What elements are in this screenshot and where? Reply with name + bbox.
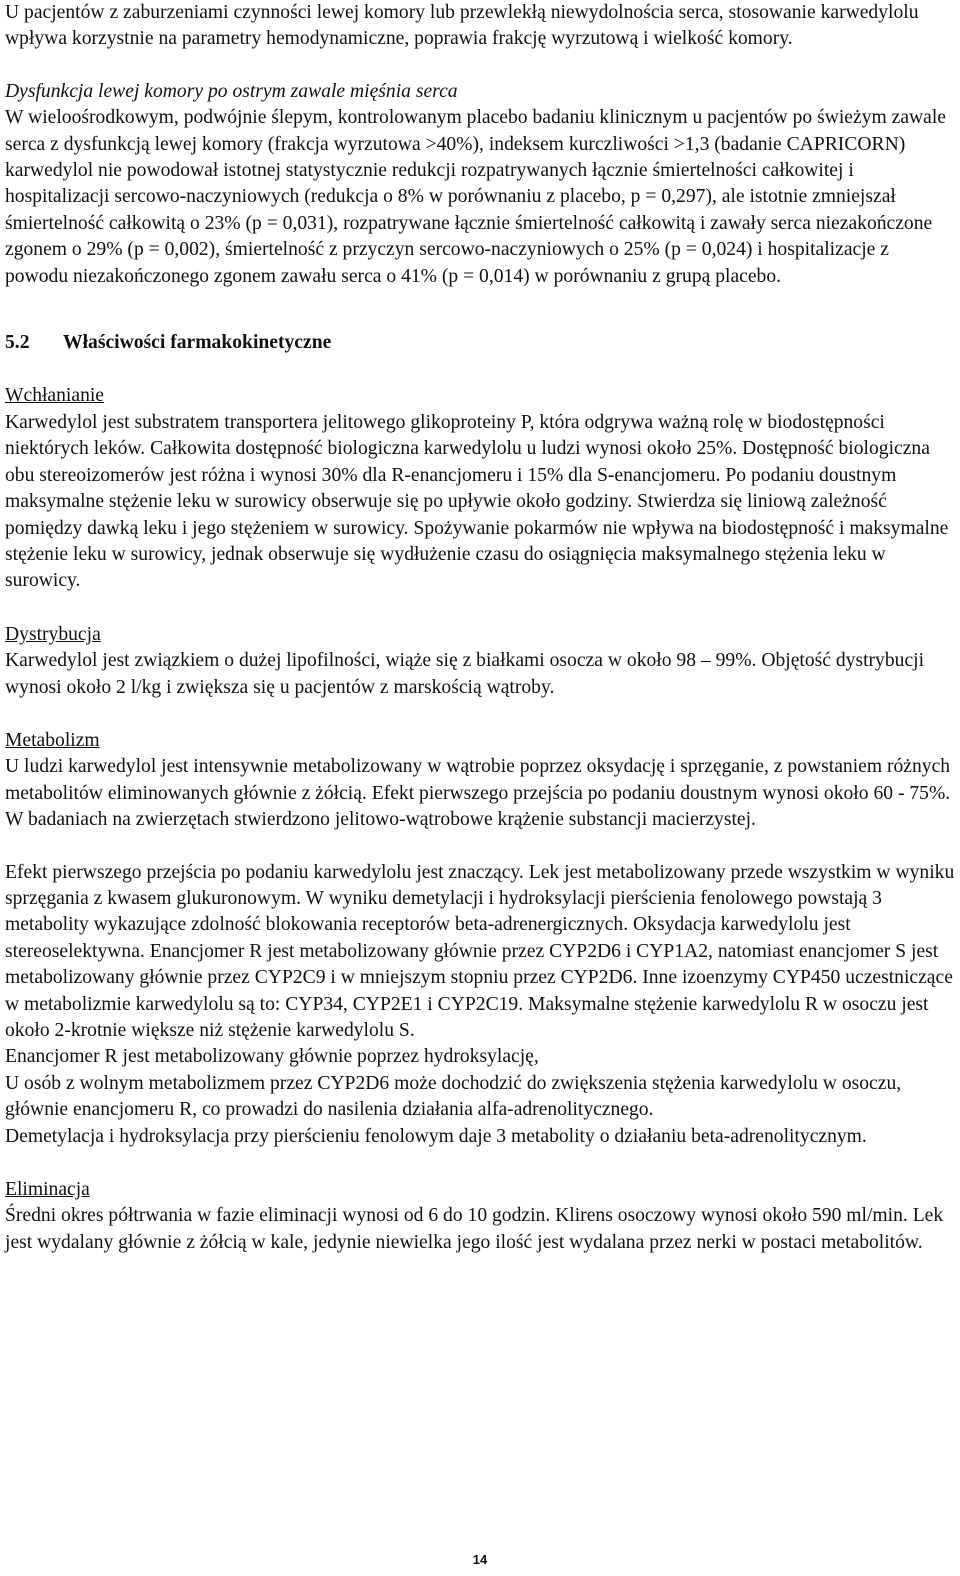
distribution-paragraph: Karwedylol jest związkiem o dużej lipofilności, wiąże się z białkami osocza w około 98 – 99%. Objętość dystrybucji wynosi około 2 l/kg i zwiększa się u pacjentów z marskością wątroby. xyxy=(5,650,925,698)
metabolism-heading: Metabolizm xyxy=(5,729,100,751)
section-title: Właściwości farmakokinetyczne xyxy=(63,332,332,354)
metabolism-paragraph-2: Efekt pierwszego przejścia po podaniu karwedylolu jest znaczący. Lek jest metabolizowany przede wszystkim w wyniku sprzęgania z kwasem glukuronowym. W wyniku demetylacji i hydroksylacji pierścienia fenolowego powstają 3 metabolity wykazujące zdolność blokowania receptorów beta-adrenergicznych. Oksydacja karwedylolu jest stereoselektywna. Enancjomer R jest metabolizowany głównie przez CYP2D6 i CYP1A2, natomiast enancjomer S jest metabolizowany głównie przez CYP2C9 i w mniejszym stopniu przez CYP2D6. Inne izoenzymy CYP450 uczestniczące w metabolizmie karwedylolu są to: CYP34, CYP2E1 i CYP2C19. Maksymalne stężenie karwedylolu R w osoczu jest około 2-krotnie większe niż stężenie karwedylolu S. xyxy=(5,861,955,1041)
metabolism-paragraph-5: Demetylacja i hydroksylacja przy pierścieniu fenolowym daje 3 metabolity o działaniu beta-adrenolitycznym. xyxy=(5,1125,867,1147)
metabolism-paragraph-4: U osób z wolnym metabolizmem przez CYP2D6 może dochodzić do zwiększenia stężenia karwedylolu w osoczu, głównie enancjomeru R, co prowadzi do nasilenia działania alfa-adrenolitycznego. xyxy=(5,1072,902,1121)
intro-paragraph: U pacjentów z zaburzeniami czynności lewej komory lub przewlekłą niewydolnościa serca, stosowanie karwedylolu wpływa korzystnie na parametry hemodynamiczne, poprawia frakcję wyrzutową i wielkość komory. xyxy=(5,2,919,50)
elimination-heading: Eliminacja xyxy=(5,1179,90,1201)
distribution-heading: Dystrybucja xyxy=(5,623,101,645)
dysfunction-heading: Dysfunkcja lewej komory po ostrym zawale mięśnia serca xyxy=(5,80,458,102)
elimination-paragraph: Średni okres półtrwania w fazie eliminacji wynosi od 6 do 10 godzin. Klirens osoczowy wynosi około 590 ml/min. Lek jest wydalany głównie z żółcią w kale, jedynie niewielka jego ilość jest wydalana przez nerki w postaci metabolitów. xyxy=(5,1205,944,1253)
dysfunction-paragraph: W wieloośrodkowym, podwójnie ślepym, kontrolowanym placebo badaniu klinicznym u pacjentów po świeżym zawale serca z dysfunkcją lewej komory (frakcja wyrzutowa >40%), indeksem kurczliwości >1,3 (badanie CAPRICORN) karwedylol nie powodował istotnej statystycznie redukcji rozpatrywanych łącznie śmiertelności całkowitej i hospitalizacji sercowo-naczyniowych (redukcja o 8% w porównaniu z placebo, p = 0,297), ale istotnie zmniejszał śmiertelność całkowitą o 23% (p = 0,031), rozpatrywane łącznie śmiertelność całkowitą i zawały serca niezakończone zgonem o 29% (p = 0,002), śmiertelność z przyczyn sercowo-naczyniowych o 25% (p = 0,024) i hospitalizacje z powodu niezakończonego zgonem zawału serca o 41% (p = 0,014) w porównaniu z grupą placebo. xyxy=(5,107,947,287)
metabolism-paragraph-3: Enancjomer R jest metabolizowany głównie poprzez hydroksylację, xyxy=(5,1046,539,1068)
metabolism-paragraph-1: U ludzi karwedylol jest intensywnie metabolizowany w wątrobie poprzez oksydację i sprzęganie, z powstaniem różnych metabolitów eliminowanych głównie z żółcią. Efekt pierwszego przejścia po podaniu doustnym wynosi około 60 - 75%. W badaniach na zwierzętach stwierdzono jelitowo-wątrobowe krążenie substancji macierzystej. xyxy=(5,756,951,831)
absorption-heading: Wchłanianie xyxy=(5,385,105,407)
section-heading xyxy=(5,330,955,356)
absorption-paragraph: Karwedylol jest substratem transportera jelitowego glikoproteiny P, która odgrywa ważną rolę w biodostępności niektórych leków. Całkowita dostępność biologiczna karwedylolu u ludzi wynosi około 25%. Dostępność biologiczna obu stereoizomerów jest różna i wynosi 30% dla R-enancjomeru i 15% dla S-enancjomeru. Po podaniu doustnym maksymalne stężenie leku w surowicy obserwuje się po upływie około godziny. Stwierdza się liniową zależność pomiędzy dawką leku i jego stężeniem w surowicy. Spożywanie pokarmów nie wpływa na biodostępność i maksymalne stężenie leku w surowicy, jednak obserwuje się wydłużenie czasu do osiągnięcia maksymalnego stężenia leku w surowicy. xyxy=(5,411,949,592)
section-number: 5.2 xyxy=(5,332,30,354)
document-page xyxy=(5,0,955,1256)
page-number: 14 xyxy=(472,1552,488,1567)
